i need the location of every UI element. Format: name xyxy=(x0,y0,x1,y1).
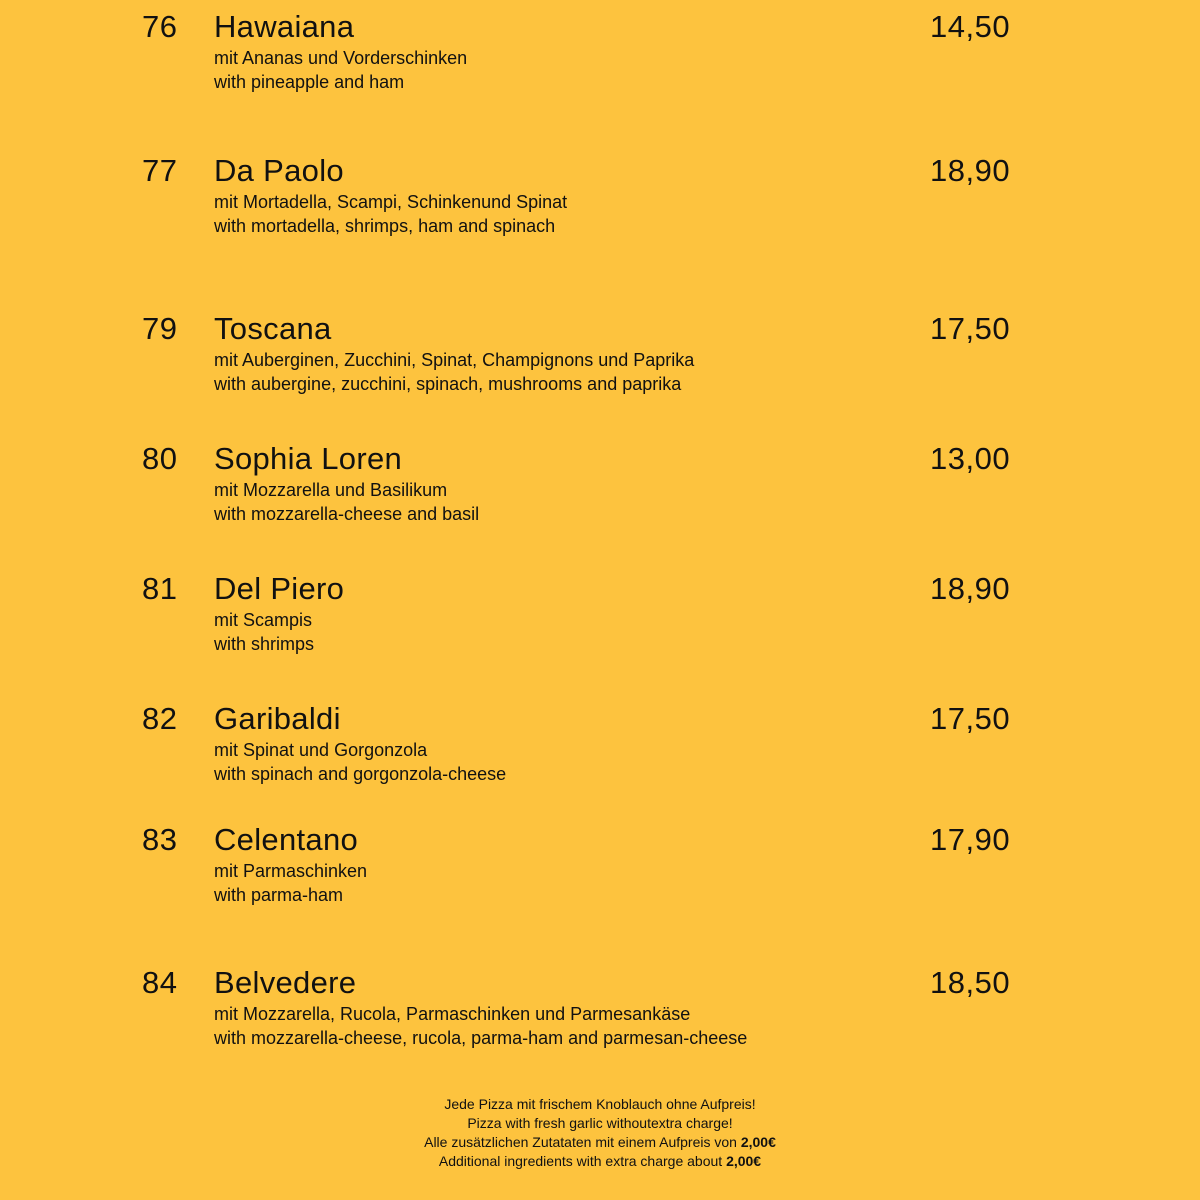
extras-note-german xyxy=(300,1133,900,1152)
menu-item xyxy=(0,960,1200,1050)
menu-item xyxy=(0,148,1200,238)
item-description-english: with parma-ham xyxy=(214,885,344,905)
item-name: Da Paolo xyxy=(214,153,344,188)
item-number: 79 xyxy=(142,311,178,346)
menu-item xyxy=(0,566,1200,656)
item-description-english: with mozzarella-cheese and basil xyxy=(214,504,480,524)
item-price: 18,90 xyxy=(930,571,1011,606)
item-description-german: mit Ananas und Vorderschinken xyxy=(214,48,468,68)
item-price: 17,90 xyxy=(930,822,1011,857)
item-number: 82 xyxy=(142,701,178,736)
item-description-german: mit Mozzarella und Basilikum xyxy=(214,480,448,500)
footer-notes xyxy=(300,1095,900,1171)
extras-price-english: 2,00€ xyxy=(726,1153,762,1169)
menu-item xyxy=(0,306,1200,396)
item-description-english: with pineapple and ham xyxy=(214,72,405,92)
item-number: 77 xyxy=(142,153,178,188)
item-number: 84 xyxy=(142,965,178,1000)
menu-item xyxy=(0,436,1200,526)
item-description-english: with aubergine, zucchini, spinach, mushrooms and paprika xyxy=(214,374,682,394)
item-name: Garibaldi xyxy=(214,701,341,736)
item-price: 18,90 xyxy=(930,153,1011,188)
item-price: 13,00 xyxy=(930,441,1011,476)
menu-item xyxy=(0,696,1200,786)
item-description-english: with shrimps xyxy=(214,634,315,654)
item-description-german: mit Spinat und Gorgonzola xyxy=(214,740,428,760)
item-number: 83 xyxy=(142,822,178,857)
item-description-english: with mortadella, shrimps, ham and spinach xyxy=(214,216,556,236)
garlic-note-german: Jede Pizza mit frischem Knoblauch ohne Aufpreis! xyxy=(444,1096,756,1112)
item-description-german: mit Mozzarella, Rucola, Parmaschinken und Parmesankäse xyxy=(214,1004,691,1024)
extras-note-english-text: Additional ingredients with extra charge about xyxy=(438,1153,723,1169)
item-name: Sophia Loren xyxy=(214,441,403,476)
item-name: Hawaiana xyxy=(214,9,355,44)
item-number: 80 xyxy=(142,441,178,476)
item-price: 17,50 xyxy=(930,311,1011,346)
item-name: Belvedere xyxy=(214,965,357,1000)
item-name: Celentano xyxy=(214,822,359,857)
item-price: 18,50 xyxy=(930,965,1011,1000)
item-name: Del Piero xyxy=(214,571,345,606)
item-description-german: mit Parmaschinken xyxy=(214,861,368,881)
menu-item xyxy=(0,817,1200,907)
item-description-german: mit Mortadella, Scampi, Schinkenund Spinat xyxy=(214,192,568,212)
item-description-german: mit Auberginen, Zucchini, Spinat, Champignons und Paprika xyxy=(214,350,695,370)
item-name: Toscana xyxy=(214,311,332,346)
extras-price-german: 2,00€ xyxy=(740,1134,776,1150)
item-description-german: mit Scampis xyxy=(214,610,313,630)
garlic-note-english: Pizza with fresh garlic withoutextra charge! xyxy=(467,1115,733,1131)
item-number: 81 xyxy=(142,571,178,606)
menu-item xyxy=(0,4,1200,94)
item-price: 17,50 xyxy=(930,701,1011,736)
extras-note-english xyxy=(300,1152,900,1171)
item-description-english: with mozzarella-cheese, rucola, parma-ham and parmesan-cheese xyxy=(214,1028,748,1048)
item-description-english: with spinach and gorgonzola-cheese xyxy=(214,764,507,784)
item-number: 76 xyxy=(142,9,178,44)
extras-note-german-text: Alle zusätzlichen Zutataten mit einem Aufpreis von xyxy=(424,1134,737,1150)
item-price: 14,50 xyxy=(930,9,1011,44)
